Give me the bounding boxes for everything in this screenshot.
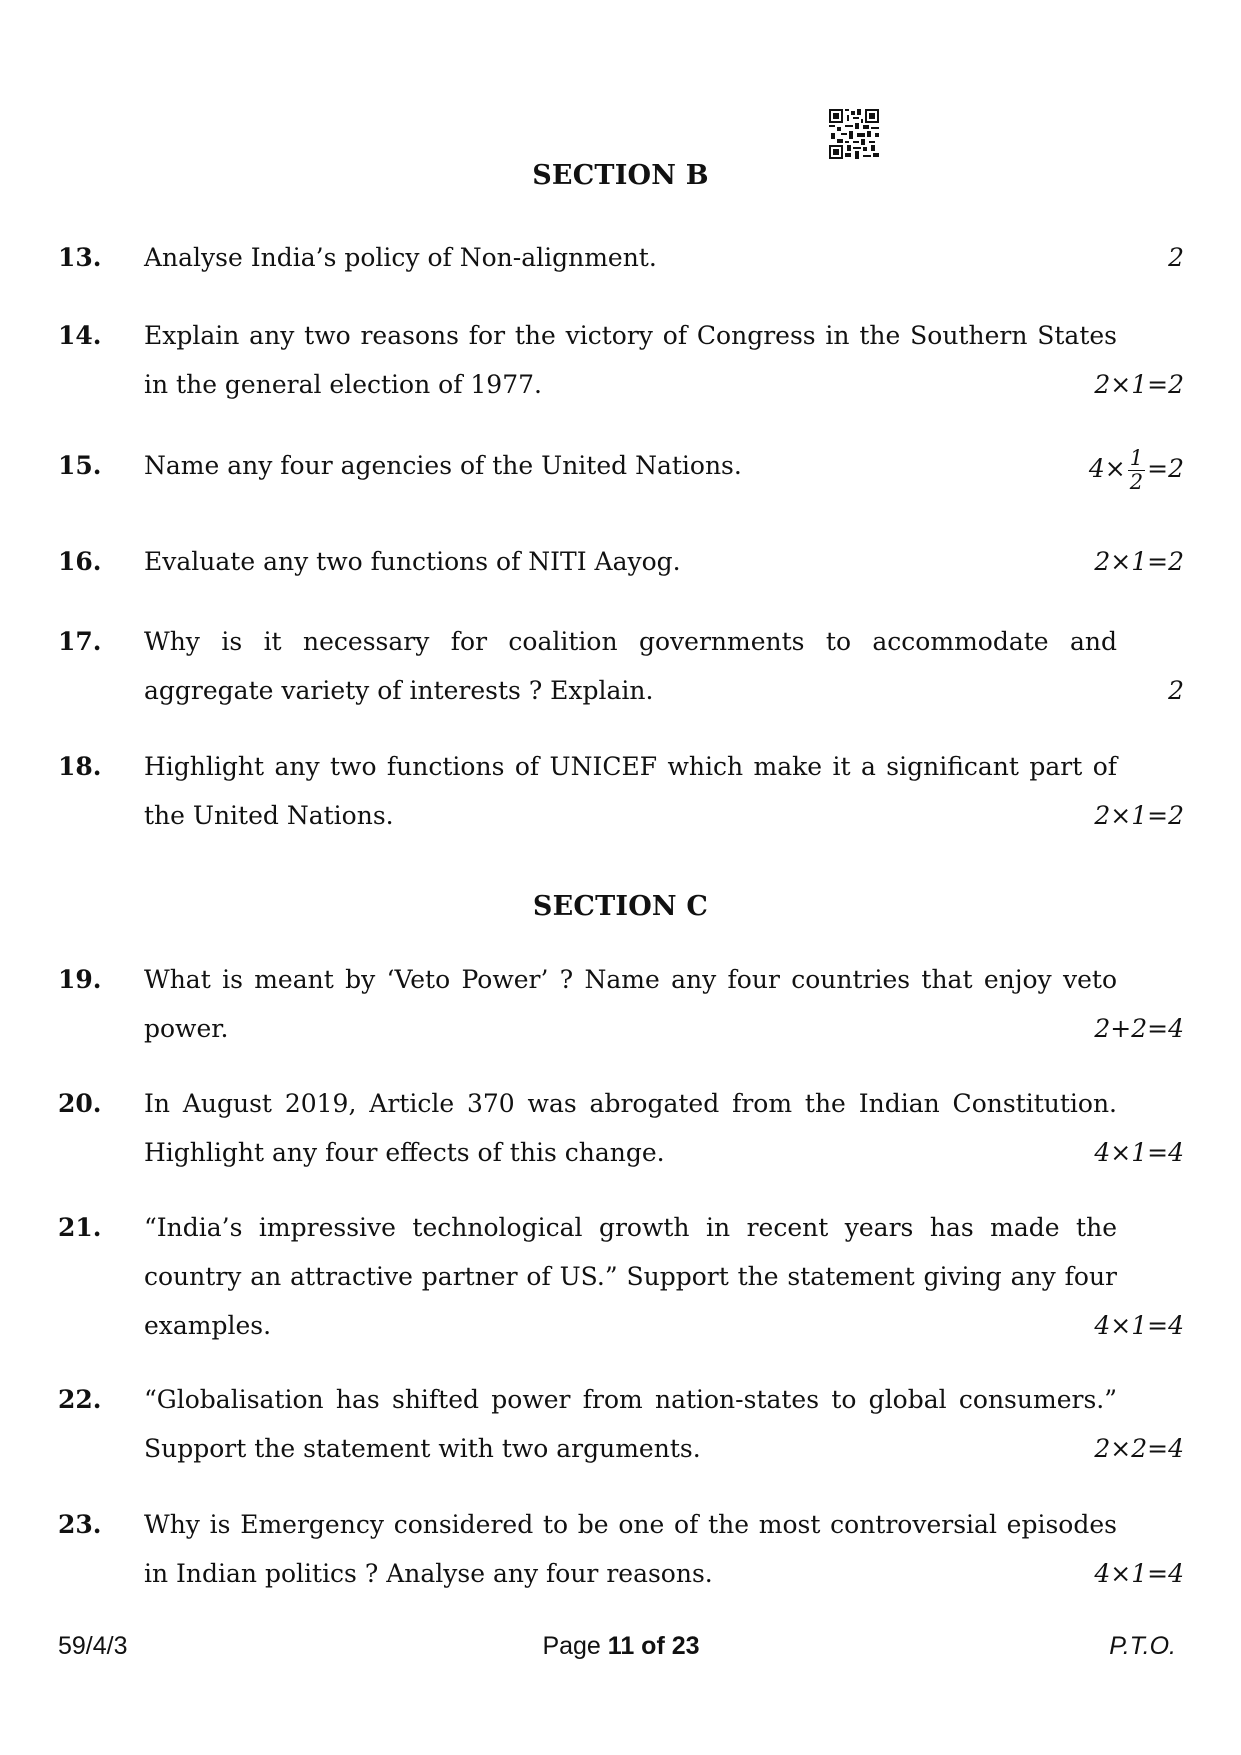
question-number: 17. — [58, 627, 102, 656]
question-text: In August 2019, Article 370 was abrogated from the Indian Constitution. Highlight any four effects of this change. — [144, 1089, 1117, 1167]
section-b-heading: SECTION B — [532, 160, 709, 191]
question-number: 16. — [58, 547, 102, 576]
question-number: 15. — [58, 451, 102, 480]
question-13 — [58, 233, 1184, 282]
question-number: 20. — [58, 1089, 102, 1118]
question-text: Evaluate any two functions of NITI Aayog. — [144, 547, 681, 576]
page-number — [58, 1632, 1184, 1661]
marks-prefix: 4× — [1088, 454, 1126, 483]
page-of: of — [634, 1632, 672, 1660]
question-number: 22. — [58, 1385, 102, 1414]
question-marks: 4×1=4 — [1094, 1311, 1184, 1340]
question-15 — [58, 441, 1184, 494]
marks-suffix: =2 — [1147, 454, 1184, 483]
section-c-heading: SECTION C — [532, 891, 709, 922]
question-18 — [58, 742, 1184, 840]
question-text: Why is Emergency considered to be one of the most controversial episodes in Indian politics ? Analyse any four reasons. — [144, 1510, 1117, 1588]
question-text: “India’s impressive technological growth in recent years has made the country an attractive partner of US.” Support the statement giving any four examples. — [144, 1213, 1117, 1340]
question-22 — [58, 1375, 1184, 1473]
page-prefix: Page — [542, 1632, 608, 1660]
question-14 — [58, 311, 1184, 409]
question-17 — [58, 617, 1184, 715]
question-marks: 2×1=2 — [1094, 370, 1184, 399]
fraction — [1128, 447, 1145, 494]
question-number: 23. — [58, 1510, 102, 1539]
question-marks: 2×1=2 — [1094, 801, 1184, 830]
fraction-numerator: 1 — [1129, 446, 1144, 470]
question-text: Explain any two reasons for the victory of Congress in the Southern States in the general election of 1977. — [144, 321, 1117, 399]
question-marks: 4×1=4 — [1094, 1138, 1184, 1167]
question-marks: 2+2=4 — [1094, 1014, 1184, 1043]
question-20 — [58, 1079, 1184, 1177]
question-marks — [1089, 444, 1184, 494]
question-marks: 2 — [1168, 676, 1184, 705]
qr-code-icon — [829, 109, 879, 159]
question-text: “Globalisation has shifted power from nation-states to global consumers.” Support the statement with two arguments. — [144, 1385, 1117, 1463]
question-number: 19. — [58, 965, 102, 994]
page-total: 23 — [671, 1632, 700, 1660]
question-marks: 2 — [1168, 243, 1184, 272]
question-number: 18. — [58, 752, 102, 781]
question-marks: 2×2=4 — [1094, 1434, 1184, 1463]
question-23 — [58, 1500, 1184, 1598]
question-text: Why is it necessary for coalition governments to accommodate and aggregate variety of interests ? Explain. — [144, 627, 1117, 705]
question-text: Analyse India’s policy of Non-alignment. — [144, 243, 657, 272]
page-current: 11 — [607, 1632, 635, 1660]
page-footer — [58, 1632, 1184, 1664]
question-number: 14. — [58, 321, 102, 350]
question-marks: 2×1=2 — [1094, 547, 1184, 576]
question-text: What is meant by ‘Veto Power’ ? Name any four countries that enjoy veto power. — [144, 965, 1117, 1043]
question-text: Highlight any two functions of UNICEF which make it a significant part of the United Nations. — [144, 752, 1117, 830]
paper-code: 59/4/3 — [58, 1632, 128, 1660]
question-number: 21. — [58, 1213, 102, 1242]
question-text: Name any four agencies of the United Nations. — [144, 451, 742, 480]
pto-label: P.T.O. — [1109, 1632, 1176, 1660]
question-marks: 4×1=4 — [1094, 1559, 1184, 1588]
question-16 — [58, 537, 1184, 586]
fraction-denominator: 2 — [1129, 470, 1144, 494]
question-21 — [58, 1203, 1184, 1350]
question-19 — [58, 955, 1184, 1053]
question-number: 13. — [58, 243, 102, 272]
